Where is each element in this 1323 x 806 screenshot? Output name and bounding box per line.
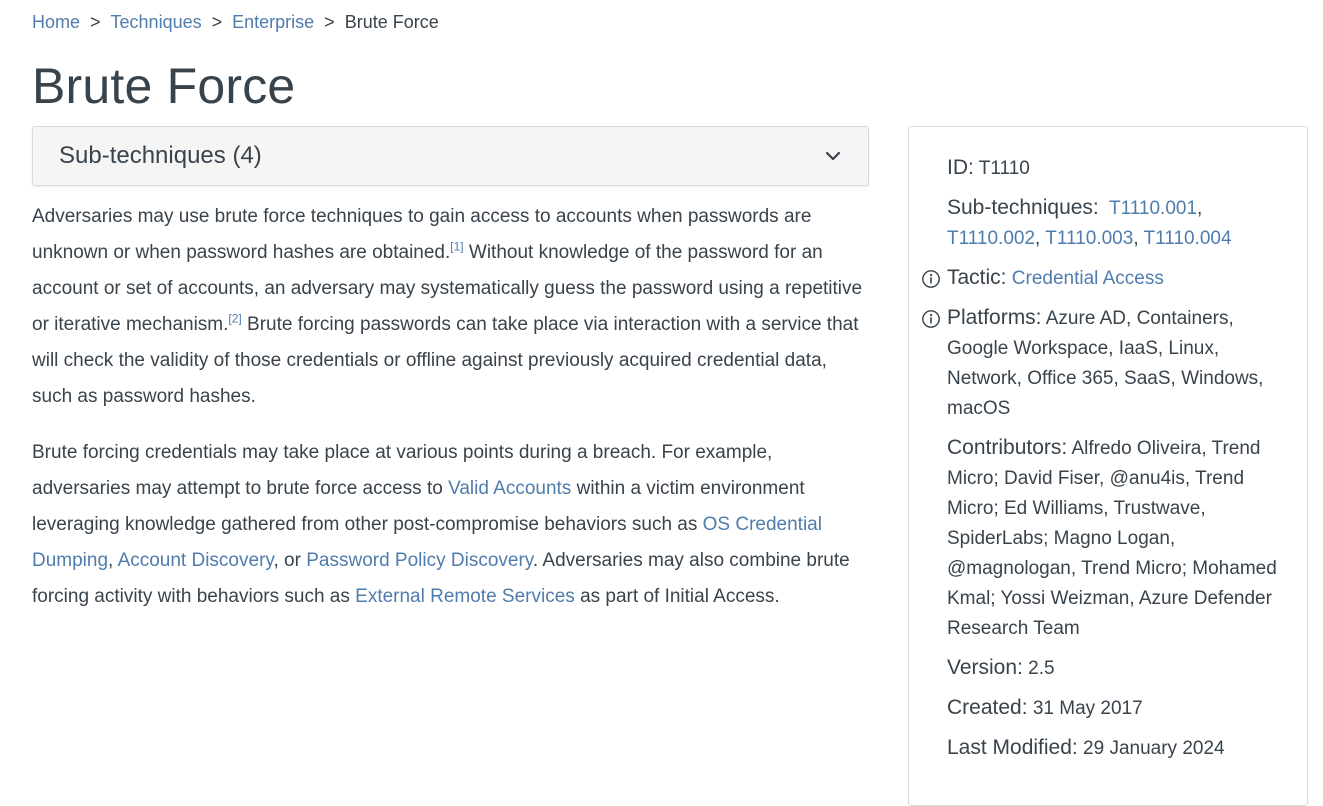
subtechnique-link-001[interactable]: T1110.001 — [1109, 198, 1198, 219]
card-id-value: T1110 — [973, 158, 1030, 179]
breadcrumb-separator: > — [211, 12, 223, 32]
breadcrumb-current: Brute Force — [344, 12, 439, 32]
card-created-key: Created: — [947, 696, 1028, 719]
description-text: within a victim environment leveraging knowledge gathered from other post-compromise behaviors such as — [32, 478, 805, 535]
technique-info-card — [908, 126, 1308, 806]
description-paragraph — [32, 199, 872, 415]
breadcrumb — [32, 10, 439, 34]
subtechnique-link-002[interactable]: T1110.002 — [947, 228, 1036, 249]
subtechniques-toggle-button[interactable] — [32, 126, 869, 186]
card-created-row — [947, 693, 1287, 724]
breadcrumb-home-link[interactable]: Home — [32, 12, 81, 32]
card-platforms-key: Platforms: — [947, 306, 1042, 329]
description-text: as part of Initial Access. — [574, 586, 780, 607]
os-credential-dumping-link[interactable]: OS Credential Dumping — [32, 514, 822, 571]
description-text: . Adversaries may also combine brute forcing activity with behaviors such as — [32, 550, 850, 607]
card-modified-value: 29 January 2024 — [1077, 738, 1225, 759]
reference-link-2[interactable]: [2] — [228, 311, 242, 326]
info-circle-icon[interactable] — [921, 309, 941, 329]
card-contributors-row — [947, 433, 1287, 644]
subtechnique-link-003[interactable]: T1110.003 — [1045, 228, 1134, 249]
tactic-credential-access-link[interactable]: Credential Access — [1011, 268, 1164, 289]
card-tactic-key: Tactic: — [947, 266, 1007, 289]
breadcrumb-separator: > — [90, 12, 101, 32]
card-subtechniques-key: Sub-techniques: — [947, 196, 1099, 219]
description-text: Adversaries may use brute force techniques to gain access to accounts when passwords are unknown or when password hashes are obtained. — [32, 206, 812, 263]
description-text: Brute forcing passwords can take place via interaction with a service that will check the validity of those credentials or offline against previously acquired credential data, such as password hashes. — [32, 314, 859, 407]
reference-link-1[interactable]: [1] — [450, 239, 464, 254]
description-text: Without knowledge of the password for an account or set of accounts, an adversary may systematically guess the password using a repetitive or iterative mechanism. — [32, 242, 863, 335]
subtechniques-toggle-label: Sub-techniques (4) — [59, 142, 262, 169]
card-version-value: 2.5 — [1022, 658, 1055, 679]
chevron-down-icon — [824, 147, 842, 165]
description-paragraph — [32, 435, 872, 615]
card-modified-key: Last Modified: — [947, 736, 1078, 759]
description-text: , — [108, 550, 118, 571]
external-remote-services-link[interactable]: External Remote Services — [355, 586, 575, 607]
card-modified-row — [947, 733, 1287, 764]
technique-description — [32, 199, 872, 635]
breadcrumb-enterprise-link[interactable]: Enterprise — [232, 12, 315, 32]
valid-accounts-link[interactable]: Valid Accounts — [448, 478, 572, 499]
card-tactic-row — [947, 263, 1287, 294]
breadcrumb-techniques-link[interactable]: Techniques — [110, 12, 202, 32]
info-circle-icon[interactable] — [921, 269, 941, 289]
card-id-row — [947, 153, 1287, 184]
account-discovery-link[interactable]: Account Discovery — [117, 550, 274, 571]
card-platforms-value: Azure AD, Containers, Google Workspace, IaaS, Linux, Network, Office 365, SaaS, Windows, macOS — [947, 308, 1264, 419]
password-policy-discovery-link[interactable]: Password Policy Discovery — [306, 550, 533, 571]
page-title: Brute Force — [32, 58, 296, 114]
card-platforms-row — [947, 303, 1287, 424]
subtechnique-link-004[interactable]: T1110.004 — [1143, 228, 1232, 249]
card-version-key: Version: — [947, 656, 1023, 679]
description-text: , or — [273, 550, 307, 571]
card-contributors-key: Contributors: — [947, 436, 1068, 459]
card-contributors-value: Alfredo Oliveira, Trend Micro; David Fiser, @anu4is, Trend Micro; Ed Williams, Trustwave, SpiderLabs; Magno Logan, @magnologan, Trend Micro; Mohamed Kmal; Yossi Weizman, Azure Defender Research Team — [947, 438, 1277, 639]
breadcrumb-separator: > — [324, 12, 335, 32]
card-subtechniques-row: Sub-techniques: T1110.001, T1110.002, T1110.003, T1110.004 — [947, 196, 1232, 249]
description-text: Brute forcing credentials may take place at various points during a breach. For example, adversaries may attempt to brute force access to — [32, 442, 773, 499]
card-id-key: ID: — [947, 156, 974, 179]
card-created-value: 31 May 2017 — [1027, 698, 1143, 719]
card-version-row — [947, 653, 1287, 684]
